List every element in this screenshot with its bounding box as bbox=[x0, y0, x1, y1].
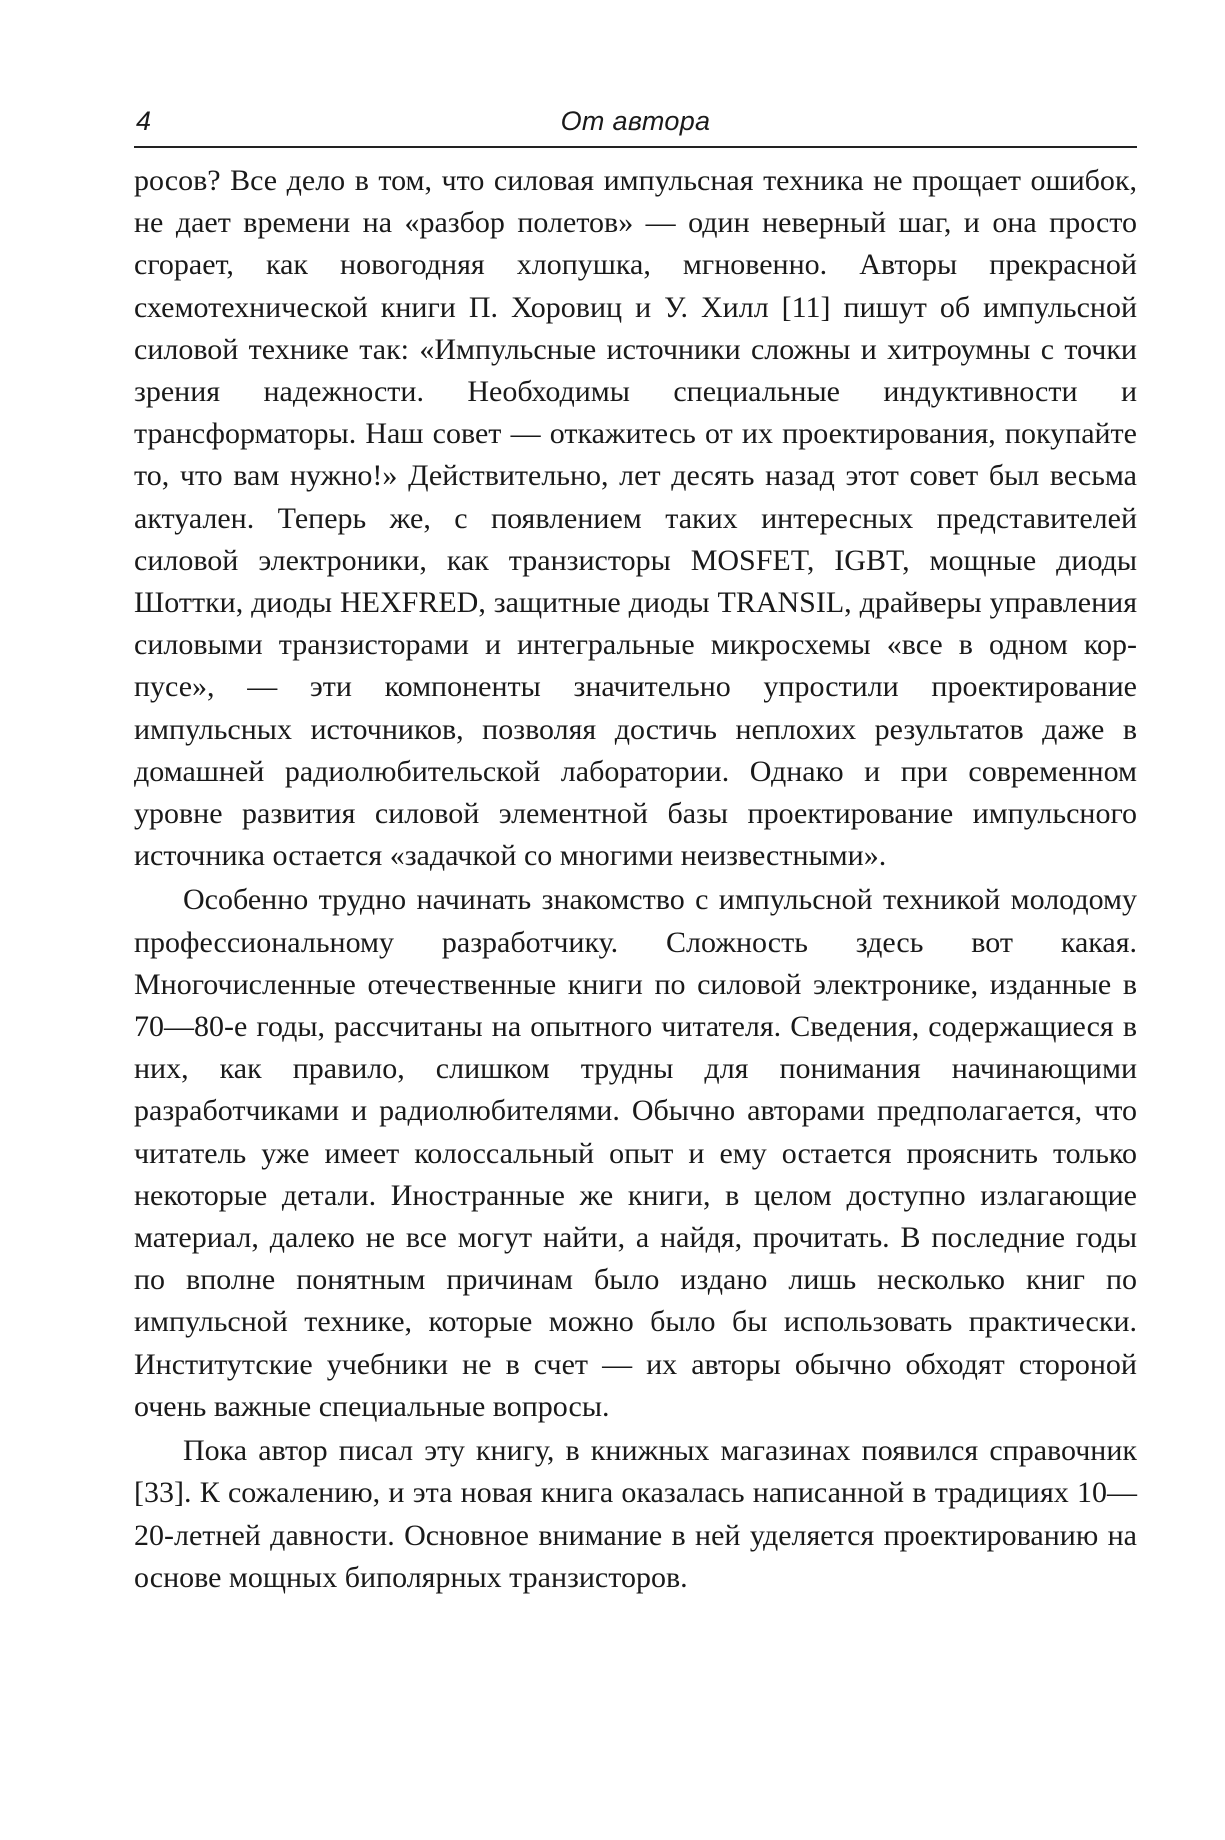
paragraph-continued: росов? Все дело в том, что силовая импульсная техника не прощает ошибок, не дает времени на «разбор полетов» — один неверный шаг, и она просто сгорает, как новогодняя хлопушка, мгновенно. Авторы прекрасной схемотехнической книги П. Хоровиц и У. Хилл [11] пишут об импульсной силовой технике так: «Импульсные источники сложны и хитроумны с точки зрения надежности. Необходимы специальные индуктивности и трансформаторы. Наш совет — откажитесь от их проектирования, покупайте то, что вам нужно!» Действительно, лет десять назад этот совет был весьма актуален. Теперь же, с появлением таких интересных представителей силовой электроники, как транзисторы MOSFET, IGBT, мощные диоды Шоттки, диоды HEXFRED, защитные диоды TRANSIL, драйверы управления силовыми транзисторами и интегральные микросхемы «все в одном корпусе», — эти компоненты значительно упростили проектирование импульсных источников, позволяя достичь неплохих результатов даже в домашней радиолюбительской лаборатории. Однако и при современном уровне развития силовой элементной базы проектирование импульсного источника остается «задачкой со многими неизвестными». bbox=[134, 164, 1137, 873]
paragraph: Пока автор писал эту книгу, в книжных магазинах появился справочник [33]. К сожалению, и эта новая книга оказалась написанной в традициях 10—20-летней давности. Основное внимание в ней уделяется проектированию на основе мощных биполярных транзисторов. bbox=[134, 1434, 1137, 1594]
paragraph: Особенно трудно начинать знакомство с импульсной техникой молодому профессиональному разработчику. Сложность здесь вот какая. Многочисленные отечественные книги по силовой электронике, изданные в 70—80-е годы, рассчитаны на опытного читателя. Сведения, содержащиеся в них, как правило, слишком трудны для понимания начинающими разработчиками и радиолюбителями. Обычно авторами предполагается, что читатель уже имеет колоссальный опыт и ему остается прояснить только некоторые детали. Иностранные же книги, в целом доступно излагающие материал, далеко не все могут найти, а найдя, прочитать. В последние годы по вполне понятным причинам было издано лишь несколько книг по импульсной технике, которые можно было бы использовать практически. Институтские учебники не в счет — их авторы обычно обходят стороной очень важные специальные вопросы. bbox=[134, 883, 1137, 1423]
running-header bbox=[134, 100, 1137, 148]
header-title: От автора bbox=[560, 106, 711, 136]
page-number: 4 bbox=[136, 106, 152, 136]
body-text bbox=[134, 160, 1137, 1599]
